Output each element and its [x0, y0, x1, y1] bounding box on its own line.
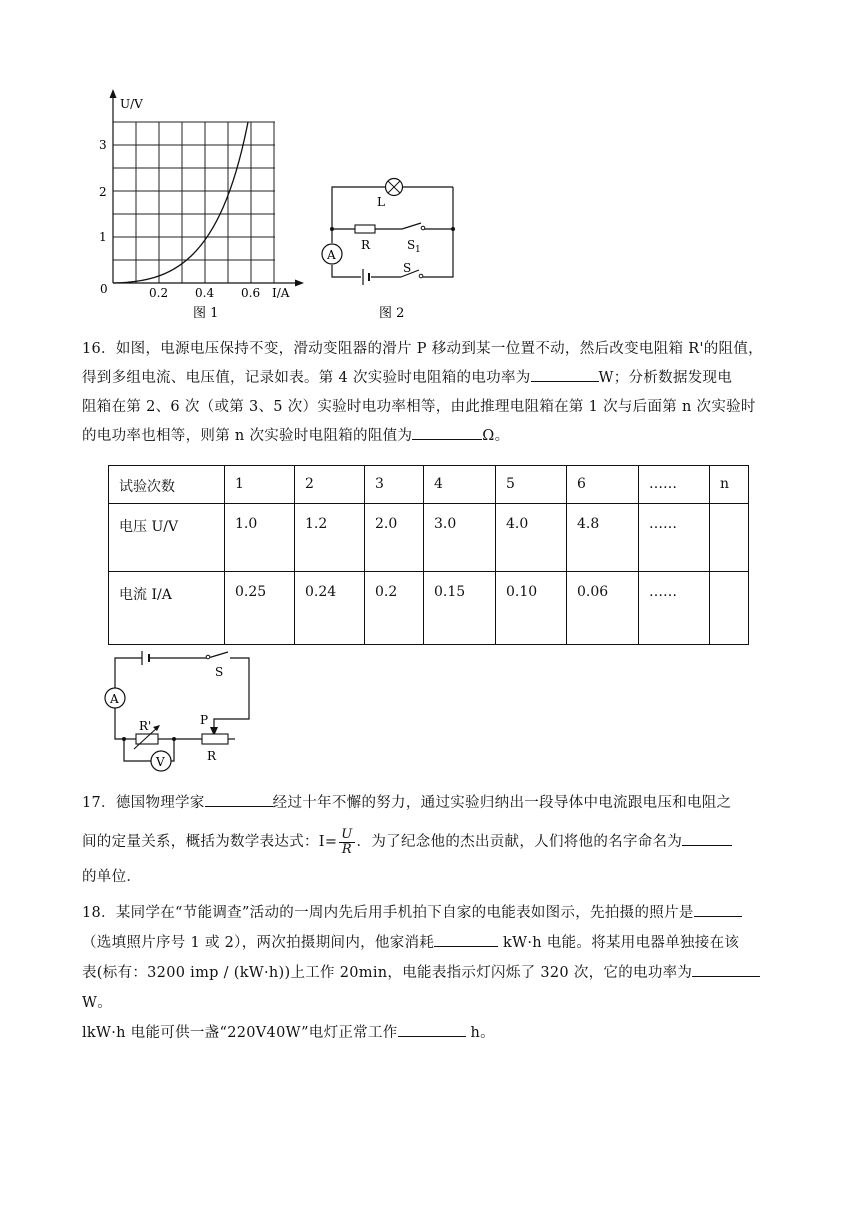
table-row — [109, 504, 749, 572]
q16-line-2: 得到多组电流、电压值，记录如表。第 4 次实验时电阻箱的电功率为 W；分析数据发现电 — [82, 364, 782, 393]
grid — [113, 122, 275, 283]
table-cell: 5 — [496, 466, 567, 504]
figure-2-circuit — [315, 170, 465, 325]
origin-label: 0 — [100, 282, 108, 296]
answer-blank[interactable] — [692, 960, 760, 977]
q17-line-1: 17．德国物理学家 经过十年不懈的努力，通过实验归纳出一段导体中电流跟电压和电阻之 — [82, 788, 782, 819]
switch1-subscript: 1 — [415, 245, 421, 255]
switch-label: S — [215, 665, 224, 679]
table-cell: n — [710, 466, 749, 504]
table-cell: 1 — [225, 466, 295, 504]
resistance-box-label: R' — [139, 719, 152, 733]
q18-line-1: 18．某同学在“节能调查”活动的一周内先后用手机拍下自家的电能表如图示，先拍摄的照片是 — [82, 898, 782, 928]
answer-blank[interactable] — [412, 423, 482, 440]
junction-dot — [122, 737, 126, 741]
question-18 — [82, 898, 782, 1048]
q17-line-3: 的单位． — [82, 869, 142, 885]
q16-line-3: 阻箱在第 2、6 次（或第 3、5 次）实验时电功率相等，由此推理电阻箱在第 1 次与后面第 n 次实验时 — [82, 399, 756, 415]
switch-contact-icon — [206, 655, 210, 659]
figure-2-caption: 图 2 — [379, 306, 405, 321]
table-cell: 0.10 — [496, 572, 567, 645]
q16-line-1: 16．如图，电源电压保持不变，滑动变阻器的滑片 P 移动到某一位置不动，然后改变电阻箱 R'的阻值， — [82, 341, 763, 357]
table-cell: 1.2 — [295, 504, 365, 572]
q18-line-3: 表(标有：3200 imp / (kW·h))上工作 20min，电能表指示灯闪烁了 320 次，它的电功率为 W。 — [82, 958, 782, 1018]
ammeter-label: A — [110, 692, 119, 706]
x-tick-0-4: 0.4 — [195, 286, 215, 300]
resistor-label: R — [361, 238, 371, 252]
slider-label: P — [200, 713, 209, 727]
answer-blank[interactable] — [531, 365, 599, 382]
table-cell: 0.2 — [365, 572, 424, 645]
junction-dot — [172, 737, 176, 741]
table-row — [109, 572, 749, 645]
table-cell[interactable] — [710, 504, 749, 572]
table-cell: 0.24 — [295, 572, 365, 645]
table-cell: 4.8 — [567, 504, 639, 572]
table-cell: 试验次数 — [109, 466, 225, 504]
y-tick-2: 2 — [99, 185, 107, 199]
y-axis-label: U/V — [120, 97, 143, 111]
q18-line-4: lkW·h 电能可供一盏“220V40W”电灯正常工作 h。 — [82, 1018, 782, 1048]
y-tick-1: 1 — [99, 230, 107, 244]
experiment-table — [108, 465, 749, 645]
q16-line-4: 的电功率也相等，则第 n 次实验时电阻箱的阻值为 Ω。 — [82, 422, 782, 451]
table-cell: …… — [639, 572, 710, 645]
question-17 — [82, 788, 782, 893]
table-cell[interactable] — [710, 572, 749, 645]
question-16 — [82, 335, 782, 451]
table-cell: 4.0 — [496, 504, 567, 572]
table-cell: 0.06 — [567, 572, 639, 645]
q18-line-2: （选填照片序号 1 或 2），两次拍摄期间内，他家消耗 kW·h 电能。将某用电器单独接在该 — [82, 928, 782, 958]
answer-blank[interactable] — [398, 1020, 466, 1037]
answer-blank[interactable] — [682, 829, 732, 846]
table-cell: 2 — [295, 466, 365, 504]
switch-label: S — [403, 261, 412, 275]
table-cell: …… — [639, 466, 710, 504]
resistor-icon — [355, 225, 375, 233]
answer-blank[interactable] — [205, 790, 273, 807]
x-axis-label: I/A — [272, 286, 290, 300]
table-cell: 电压 U/V — [109, 504, 225, 572]
table-cell: 6 — [567, 466, 639, 504]
x-axis-arrow — [295, 280, 304, 287]
table-cell: 电流 I/A — [109, 572, 225, 645]
table-cell: 3 — [365, 466, 424, 504]
q17-line-2: 间的定量关系，概括为数学表达式：I= $\frac{U}{R}$ ．为了纪念他的杰出贡献，人们将他的名字命名为 — [82, 827, 782, 858]
y-axis-arrow — [110, 89, 117, 98]
x-tick-0-6: 0.6 — [241, 286, 261, 300]
rheostat-label: R — [207, 749, 217, 763]
question-16-circuit — [98, 645, 258, 780]
table-cell: 4 — [424, 466, 496, 504]
table-cell: 0.15 — [424, 572, 496, 645]
lamp-icon — [386, 179, 403, 196]
answer-blank[interactable] — [434, 930, 498, 947]
switch1-label: S — [407, 238, 416, 252]
formula-fraction: $\frac{U}{R}$ — [341, 826, 353, 857]
table-row — [109, 466, 749, 504]
switch1-contact-icon — [421, 226, 425, 230]
junction-dot — [330, 227, 334, 231]
table-cell: 1.0 — [225, 504, 295, 572]
figure-1-caption: 图 1 — [193, 306, 219, 321]
switch-contact-icon — [419, 274, 423, 278]
ammeter-label: A — [327, 248, 336, 262]
table-cell: 2.0 — [365, 504, 424, 572]
y-tick-3: 3 — [99, 138, 107, 152]
answer-blank[interactable] — [694, 900, 742, 917]
table-cell: …… — [639, 504, 710, 572]
voltmeter-label: V — [156, 755, 165, 769]
table-cell: 0.25 — [225, 572, 295, 645]
figure-1-graph — [90, 85, 320, 325]
x-tick-0-2: 0.2 — [149, 286, 169, 300]
table-cell: 3.0 — [424, 504, 496, 572]
lamp-label: L — [377, 195, 385, 209]
junction-dot — [451, 227, 455, 231]
rheostat-icon — [202, 734, 228, 744]
